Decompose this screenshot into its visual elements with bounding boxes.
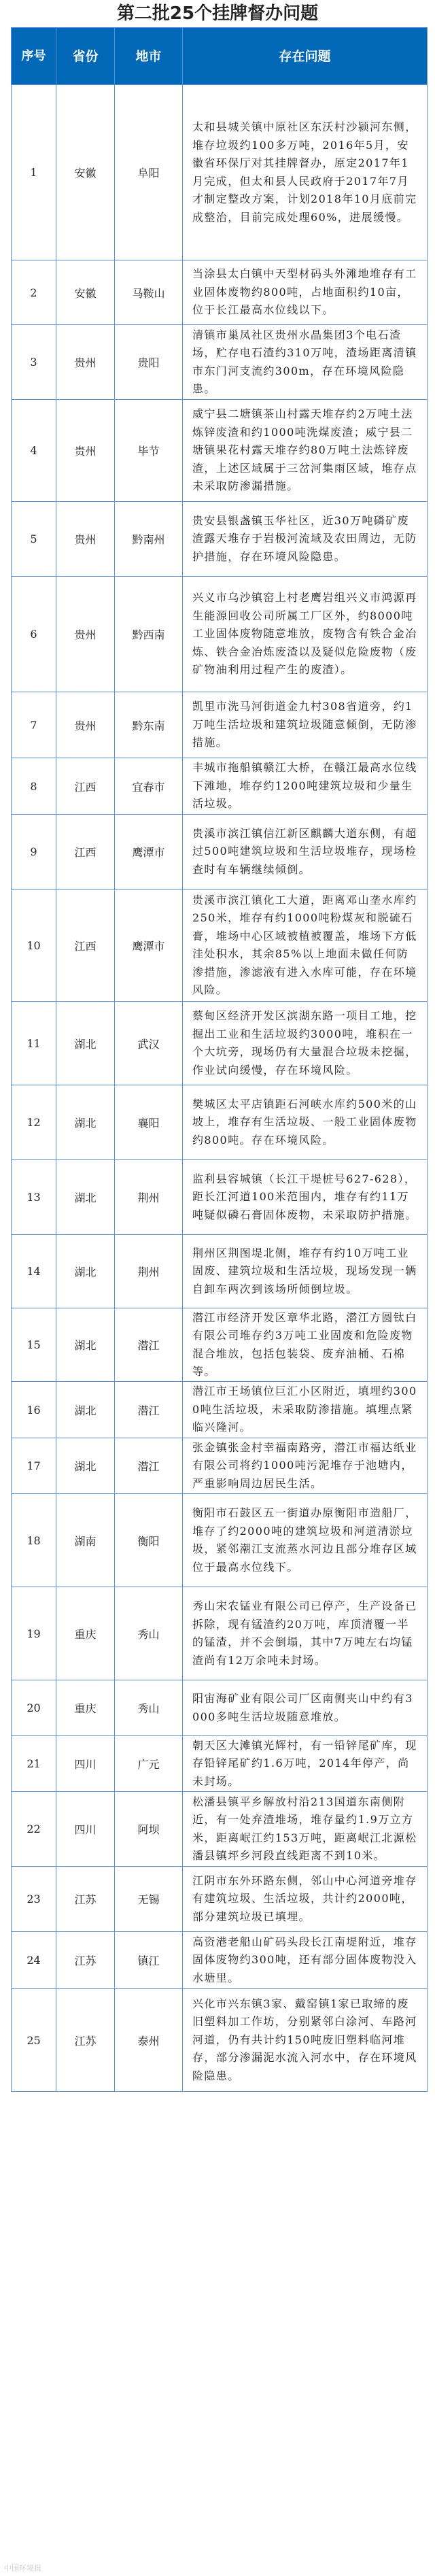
row-city: 潜江 <box>115 1438 183 1494</box>
table-row <box>12 889 428 1002</box>
header-province: 省份 <box>56 28 115 85</box>
table-row <box>12 260 428 325</box>
row-city: 潜江 <box>115 1308 183 1382</box>
header-no: 序号 <box>12 28 56 85</box>
row-number: 5 <box>12 502 56 577</box>
row-province: 湖北 <box>56 1002 115 1085</box>
row-province: 贵州 <box>56 502 115 577</box>
row-number: 14 <box>12 1235 56 1308</box>
row-province: 江西 <box>56 815 115 889</box>
row-city: 阿坝 <box>115 1792 183 1867</box>
row-province: 湖北 <box>56 1438 115 1494</box>
table-row <box>12 1792 428 1867</box>
row-number: 22 <box>12 1792 56 1867</box>
row-city: 秀山 <box>115 1680 183 1736</box>
row-province: 安徽 <box>56 85 115 260</box>
row-issue: 秀山宋农锰业有限公司已停产，生产设备已拆除，现有锰渣约20万吨，库顶清覆一半的锰渣，并不会倒塌，其中7万吨左右均锰渣尚有12万余吨未封场。 <box>183 1587 428 1680</box>
table-row <box>12 758 428 815</box>
row-city: 潜江 <box>115 1382 183 1438</box>
row-province: 湖南 <box>56 1494 115 1587</box>
row-issue: 清镇市巢凤社区贵州水晶集团3个电石渣场，贮存电石渣约310万吨，渣场距离清镇市东门河支流约300m，存在环境风险隐患。 <box>183 325 428 400</box>
row-issue: 威宁县二塘镇茶山村露天堆存约2万吨土法炼锌废渣和约1000吨洗煤废渣；威宁县二塘镇果花村露天堆存约80万吨土法炼锌废渣，上述区域属于三岔河集雨区域，堆存点未采取防渗漏措施。 <box>183 400 428 502</box>
row-issue: 阳宙海矿业有限公司厂区南侧夹山中约有3000多吨生活垃圾随意堆放。 <box>183 1680 428 1736</box>
row-issue: 松潘县镇平乡解放村沿213国道东南侧附近，有一处弃渣堆场，堆存量约1.9万立方米，距离岷江约153万吨，距离岷江北源松潘县镇坪乡河段直线距离不到10米。 <box>183 1792 428 1867</box>
row-province: 贵州 <box>56 577 115 692</box>
row-issue: 衡阳市石鼓区五一街道办原衡阳市造船厂，堆存了约2000吨的建筑垃圾和河道清淤垃圾，紧邻潮江支流蒸水河边且部分堆存区域位于最高水位线下。 <box>183 1494 428 1587</box>
row-province: 湖北 <box>56 1235 115 1308</box>
row-province: 江西 <box>56 758 115 815</box>
row-number: 21 <box>12 1736 56 1792</box>
table-row <box>12 1736 428 1792</box>
row-province: 湖北 <box>56 1382 115 1438</box>
row-province: 重庆 <box>56 1680 115 1736</box>
table-row <box>12 815 428 889</box>
row-number: 9 <box>12 815 56 889</box>
row-number: 25 <box>12 1989 56 2092</box>
row-number: 24 <box>12 1932 56 1989</box>
row-city: 荆州 <box>115 1235 183 1308</box>
row-number: 12 <box>12 1085 56 1160</box>
row-city: 宜春市 <box>115 758 183 815</box>
row-province: 贵州 <box>56 400 115 502</box>
row-province: 江苏 <box>56 1867 115 1932</box>
row-city: 襄阳 <box>115 1085 183 1160</box>
row-issue: 蔡甸区经济开发区滨湖东路一项目工地，挖掘出工业和生活垃圾约3000吨，堆积在一个大坑旁，现场仍有大量混合垃圾未挖掘，作业试向缓慢，存在环境风险。 <box>183 1002 428 1085</box>
row-issue: 朝天区大滩镇光辉村，有一铅锌尾矿库，现存铅锌尾矿约1.6万吨，2014年停产，尚未封场。 <box>183 1736 428 1792</box>
row-number: 20 <box>12 1680 56 1736</box>
row-city: 镇江 <box>115 1932 183 1989</box>
row-issue: 张金镇张金村幸福南路旁，潜江市福达纸业有限公司将约1000吨污泥堆存于池塘内，严重影响周边居民生活。 <box>183 1438 428 1494</box>
row-city: 毕节 <box>115 400 183 502</box>
row-number: 2 <box>12 260 56 325</box>
row-province: 湖北 <box>56 1160 115 1235</box>
row-province: 江西 <box>56 889 115 1002</box>
row-number: 11 <box>12 1002 56 1085</box>
row-issue: 江阴市东外环路东侧，邻山中心河道旁堆存有建筑垃圾、生活垃圾，共计约2000吨，部分建筑垃圾已填埋。 <box>183 1867 428 1932</box>
header-city: 地市 <box>115 28 183 85</box>
row-province: 四川 <box>56 1792 115 1867</box>
row-number: 8 <box>12 758 56 815</box>
row-city: 黔东南 <box>115 692 183 758</box>
row-issue: 潜江市经济开发区章华北路，潜江方圆钛白有限公司堆存约3万吨工业固废和危险废物混合堆放，包括包装袋、废弃油桶、石棉等。 <box>183 1308 428 1382</box>
table-row <box>12 1085 428 1160</box>
source-watermark: 中国环境报 <box>4 2564 41 2573</box>
table-row <box>12 1438 428 1494</box>
row-issue: 潜江市王场镇位巨汇小区附近，填埋约3000吨生活垃圾，未采取防渗措施。填埋点紧临兴隆河。 <box>183 1382 428 1438</box>
row-city: 广元 <box>115 1736 183 1792</box>
row-number: 4 <box>12 400 56 502</box>
table-row <box>12 1002 428 1085</box>
row-issue: 监利县容城镇（长江干堤桩号627-628），距长江河道100米范围内，堆存有约11万吨疑似磷石膏固体废物，未采取防护措施。 <box>183 1160 428 1235</box>
row-city: 荆州 <box>115 1160 183 1235</box>
row-number: 19 <box>12 1587 56 1680</box>
table-row <box>12 692 428 758</box>
row-number: 10 <box>12 889 56 1002</box>
row-issue: 兴化市兴东镇3家、戴窑镇1家已取缔的废旧塑料加工作坊，分别紧邻白涂河、车路河河道，仍有共计约150吨废旧塑料临河堆存，部分渗漏泥水流入河水中，存在环境风险隐患。 <box>183 1989 428 2092</box>
table-row <box>12 1494 428 1587</box>
table-row <box>12 1867 428 1932</box>
page-title: 第二批25个挂牌督办问题 <box>116 3 319 24</box>
header-issue: 存在问题 <box>183 28 428 85</box>
row-issue: 贵溪市滨江镇信江新区麒麟大道东侧，有超过500吨建筑垃圾和生活垃圾堆存，现场检查时有车辆继续倾倒。 <box>183 815 428 889</box>
table-row <box>12 577 428 692</box>
table-row <box>12 400 428 502</box>
row-city: 衡阳 <box>115 1494 183 1587</box>
row-city: 黔西南 <box>115 577 183 692</box>
row-province: 江苏 <box>56 1989 115 2092</box>
row-issue: 贵溪市滨江镇化工大道，距离邓山垄水库约250米，堆存有约1000吨粉煤灰和脱硫石膏，堆场中心区域被植被覆盖，堆场下方低洼处积水，其余85%以上地面未做任何防渗措施，渗滤液有进入水库可能，存在环境风险。 <box>183 889 428 1002</box>
table-row <box>12 1680 428 1736</box>
row-province: 重庆 <box>56 1587 115 1680</box>
table-row <box>12 85 428 260</box>
row-number: 1 <box>12 85 56 260</box>
row-city: 秀山 <box>115 1587 183 1680</box>
row-city: 鹰潭市 <box>115 889 183 1002</box>
row-province: 贵州 <box>56 325 115 400</box>
row-issue: 荆州区荆图堤北侧，堆存有约10万吨工业固废、建筑垃圾和生活垃圾，现场发现一辆自卸车两次到该场所倾倒垃圾。 <box>183 1235 428 1308</box>
row-city: 无锡 <box>115 1867 183 1932</box>
header-row <box>12 28 428 85</box>
table-row <box>12 325 428 400</box>
row-issue: 太和县城关镇中原社区东沃村沙颍河东侧，堆存垃圾约100多万吨，2016年5月，安徽省环保厅对其挂牌督办，原定2017年1月完成，但太和县人民政府于2017年7月才制定整改方案，计划2018年10月底前完成整治，目前完成处理60%，进展缓慢。 <box>183 85 428 260</box>
table-body <box>12 85 428 2092</box>
issues-table <box>11 27 428 2092</box>
row-issue: 贵安县银盏镇玉华社区，近30万吨磷矿废渣露天堆存于岩极河流域及农田周边，无防护措施，存在环境风险隐患。 <box>183 502 428 577</box>
table-row <box>12 1160 428 1235</box>
row-city: 贵阳 <box>115 325 183 400</box>
row-number: 16 <box>12 1382 56 1438</box>
table-row <box>12 1932 428 1989</box>
row-number: 18 <box>12 1494 56 1587</box>
table-row <box>12 1989 428 2092</box>
row-issue: 高资港老船山矿码头段长江南堤附近，堆存固体废物约300吨，还有部分固体废物没入水塘里。 <box>183 1932 428 1989</box>
row-province: 安徽 <box>56 260 115 325</box>
row-issue: 丰城市拖船镇赣江大桥，在赣江最高水位线下滩地，堆存约1200吨建筑垃圾和少量生活垃圾。 <box>183 758 428 815</box>
row-city: 武汉 <box>115 1002 183 1085</box>
table-row <box>12 1382 428 1438</box>
row-issue: 凯里市洗马河街道金九村308省道旁，约1万吨生活垃圾和建筑垃圾随意倾倒，无防渗措施。 <box>183 692 428 758</box>
row-province: 湖北 <box>56 1085 115 1160</box>
row-number: 17 <box>12 1438 56 1494</box>
row-city: 鹰潭市 <box>115 815 183 889</box>
row-number: 6 <box>12 577 56 692</box>
table-row <box>12 502 428 577</box>
row-province: 江苏 <box>56 1932 115 1989</box>
row-issue: 兴义市乌沙镇窑上村老鹰岩组兴义市鸿源再生能源回收公司所属工厂区外，约8000吨工业固体废物随意堆放，废物含有铁合金冶炼、铁合金冶炼废渣以及疑似危险废物（废矿物油利用过程产生的废渣）。 <box>183 577 428 692</box>
table-row <box>12 1235 428 1308</box>
row-province: 贵州 <box>56 692 115 758</box>
row-issue: 樊城区太平店镇距石河峡水库约500米的山坡上，堆存有生活垃圾、一般工业固体废物约800吨。存在环境风险。 <box>183 1085 428 1160</box>
row-number: 13 <box>12 1160 56 1235</box>
table-row <box>12 1587 428 1680</box>
row-number: 7 <box>12 692 56 758</box>
row-number: 3 <box>12 325 56 400</box>
row-issue: 当涂县太白镇中天型材码头外滩地堆存有工业固体废物约800吨，占地面积约10亩，位于长江最高水位线以下。 <box>183 260 428 325</box>
row-province: 四川 <box>56 1736 115 1792</box>
row-city: 泰州 <box>115 1989 183 2092</box>
table-header <box>12 28 428 85</box>
row-number: 23 <box>12 1867 56 1932</box>
table-row <box>12 1308 428 1382</box>
row-province: 湖北 <box>56 1308 115 1382</box>
row-city: 马鞍山 <box>115 260 183 325</box>
row-city: 阜阳 <box>115 85 183 260</box>
row-number: 15 <box>12 1308 56 1382</box>
row-city: 黔南州 <box>115 502 183 577</box>
